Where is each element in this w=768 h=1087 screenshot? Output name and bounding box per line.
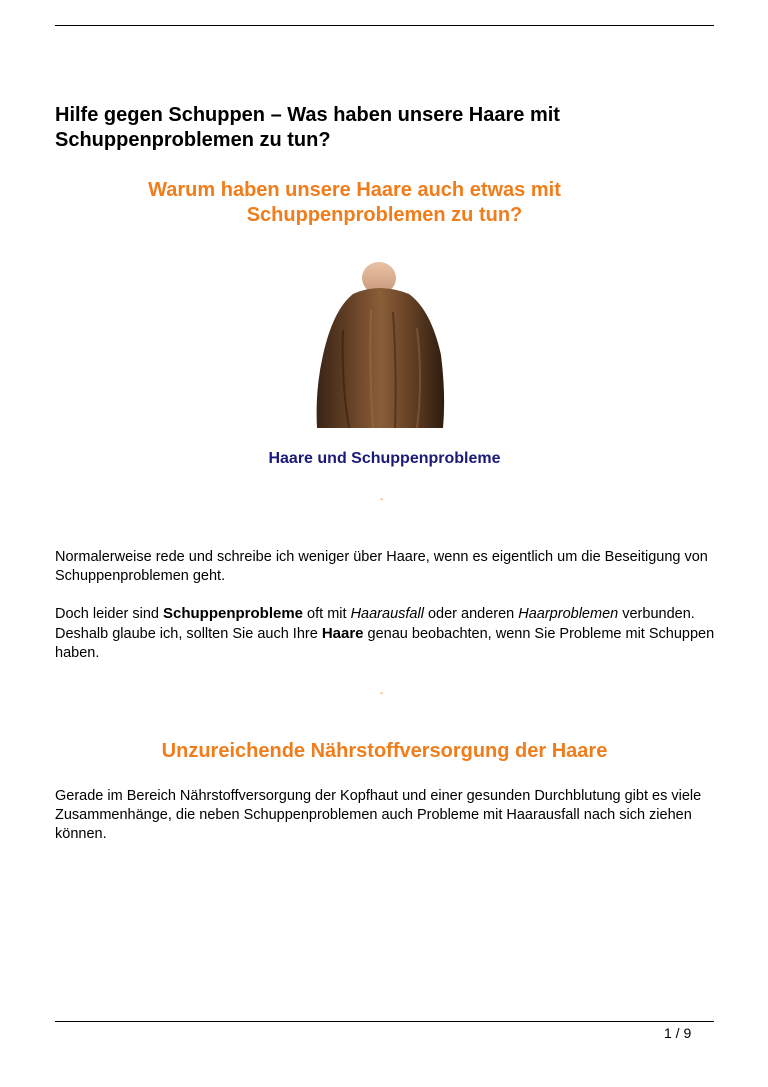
page-title: Hilfe gegen Schuppen – Was haben unsere Haare mit Schuppenproblemen zu tun?	[55, 104, 560, 151]
paragraph-2-text: oder anderen	[423, 606, 519, 622]
italic-term-haarausfall: Haarausfall	[350, 606, 424, 622]
paragraph-2-text: genau beobachten, wenn Sie Probleme mit Schuppen haben.	[55, 626, 715, 661]
bold-term-haare: Haare	[321, 625, 364, 642]
separator-link-1[interactable]: -	[380, 494, 384, 505]
subtitle-heading	[55, 178, 714, 228]
hair-image	[313, 260, 448, 428]
paragraph-2-text: Doch leider sind	[55, 606, 163, 622]
paragraph-2-text: verbunden. Deshalb glaube ich, sollten Sie auch Ihre	[55, 606, 695, 642]
bold-term-schuppenprobleme: Schuppenprobleme	[163, 605, 304, 622]
section-heading: Unzureichende Nährstoffversorgung der Haare	[161, 740, 608, 762]
paragraph-2	[55, 604, 720, 663]
paragraph-1: Normalerweise rede und schreibe ich weniger über Haare, wenn es eigentlich um die Beseitigung von Schuppenproblemen geht.	[55, 549, 708, 584]
separator-link-2[interactable]: -	[380, 688, 384, 699]
paragraph-3: Gerade im Bereich Nährstoffversorgung der Kopfhaut und einer gesunden Durchblutung gibt es viele Zusammenhänge, die neben Schuppenproblemen auch Probleme mit Haarausfall nach sich ziehen können.	[55, 788, 702, 842]
italic-term-haarproblemen: Haarproblemen	[518, 606, 619, 622]
page-number: 1 / 9	[664, 1025, 692, 1041]
header-rule	[55, 25, 714, 26]
image-caption: Haare und Schuppenprobleme	[268, 450, 501, 467]
footer-rule	[55, 1021, 714, 1022]
subtitle-line-1: Warum haben unsere Haare auch etwas mit	[148, 179, 561, 201]
paragraph-2-text: oft mit	[303, 606, 351, 622]
subtitle-line-2: Schuppenproblemen zu tun?	[246, 204, 523, 226]
